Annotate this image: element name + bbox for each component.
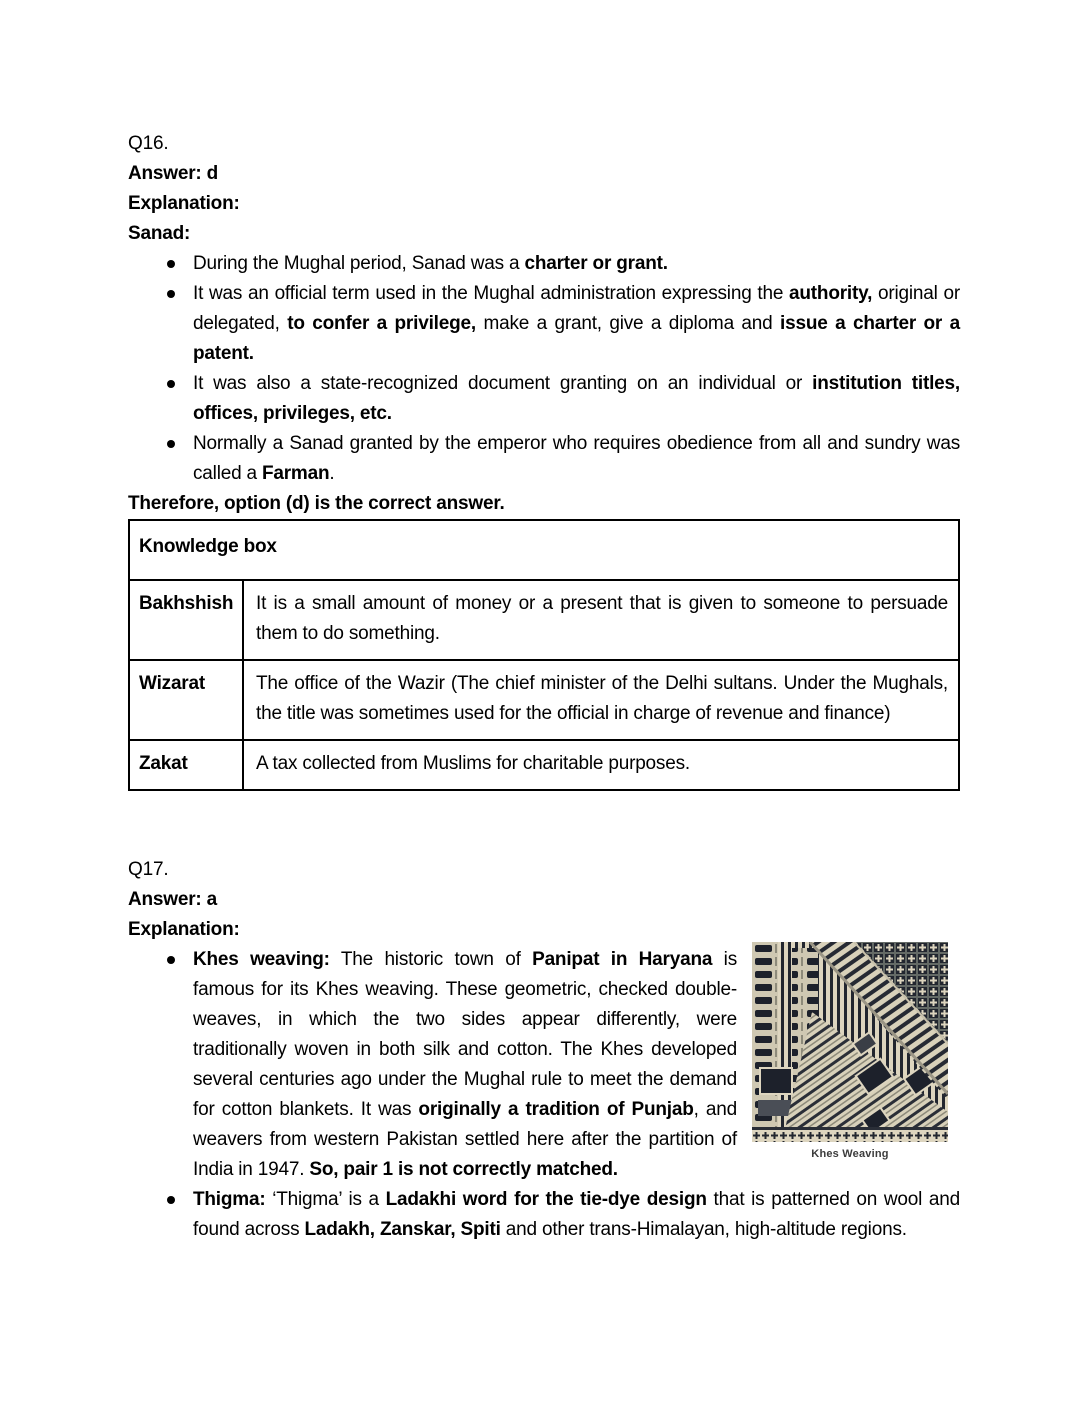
bullet-item <box>128 1185 960 1245</box>
table-row <box>129 740 959 790</box>
knowledge-box-title: Knowledge box <box>129 520 959 580</box>
bullet-icon <box>167 380 175 388</box>
bullet-text: Thigma: ‘Thigma’ is a Ladakhi word for the tie-dye design that is patterned on wool and found across Ladakh, Zanskar, Spiti and other trans-Himalayan, high-altitude regions. <box>193 1189 960 1240</box>
table-row <box>129 580 959 660</box>
bullet-item <box>128 369 960 429</box>
conclusion-line: Therefore, option (d) is the correct answer. <box>128 493 505 514</box>
bullet-text: During the Mughal period, Sanad was a charter or grant. <box>193 253 668 274</box>
definition-cell: The office of the Wazir (The chief minister of the Delhi sultans. Under the Mughals, the title was sometimes used for the official in charge of revenue and finance) <box>243 660 959 740</box>
question-16-block <box>128 129 960 791</box>
q17-bullet-list <box>128 945 960 1245</box>
khes-weaving-image <box>752 942 948 1142</box>
question-number: Q17. <box>128 859 169 880</box>
bullet-text <box>193 945 960 1185</box>
bullet-icon <box>167 440 175 448</box>
page-content <box>128 129 960 1245</box>
bullet-text: Normally a Sanad granted by the emperor who requires obedience from all and sundry was called a Farman. <box>193 433 960 484</box>
answer-line: Answer: a <box>128 889 218 910</box>
bullet-icon <box>167 956 175 964</box>
bullet-icon <box>167 290 175 298</box>
term-heading: Sanad: <box>128 223 191 244</box>
bullet-text: It was also a state-recognized document granting on an individual or institution titles, offices, privileges, etc. <box>193 373 960 424</box>
table-row <box>129 660 959 740</box>
khes-weaving-figure <box>752 942 948 1161</box>
q16-bullet-list <box>128 249 960 489</box>
bullet-item <box>128 279 960 369</box>
definition-cell: It is a small amount of money or a present that is given to someone to persuade them to do something. <box>243 580 959 660</box>
question-number: Q16. <box>128 133 169 154</box>
bullet-item <box>128 429 960 489</box>
bullet-icon <box>167 1196 175 1204</box>
bullet-item <box>128 945 960 1185</box>
explanation-label: Explanation: <box>128 193 240 214</box>
answer-line: Answer: d <box>128 163 219 184</box>
bullet-rich-text: Khes weaving: The historic town of Panipat in Haryana is famous for its Khes weaving. These geometric, checked double-weaves, in which the two sides appear differently, were traditionally woven in both silk and cotton. The Khes developed several centuries ago under the Mughal rule to meet the demand for cotton blankets. It was originally a tradition of Punjab, and weavers from western Pakistan settled here after the partition of India in 1947. So, pair 1 is not correctly matched. <box>193 949 737 1180</box>
definition-cell: A tax collected from Muslims for charitable purposes. <box>243 740 959 790</box>
bullet-icon <box>167 260 175 268</box>
term-cell: Wizarat <box>129 660 243 740</box>
knowledge-box-table <box>128 519 960 791</box>
term-cell: Bakhshish <box>129 580 243 660</box>
term-cell: Zakat <box>129 740 243 790</box>
explanation-label: Explanation: <box>128 919 240 940</box>
bullet-text: It was an official term used in the Mughal administration expressing the authority, original or delegated, to confer a privilege, make a grant, give a diploma and issue a charter or a patent. <box>193 283 960 364</box>
question-17-block <box>128 855 960 1245</box>
figure-caption: Khes Weaving <box>811 1148 889 1160</box>
table-header-row <box>129 520 959 580</box>
bullet-item <box>128 249 960 279</box>
